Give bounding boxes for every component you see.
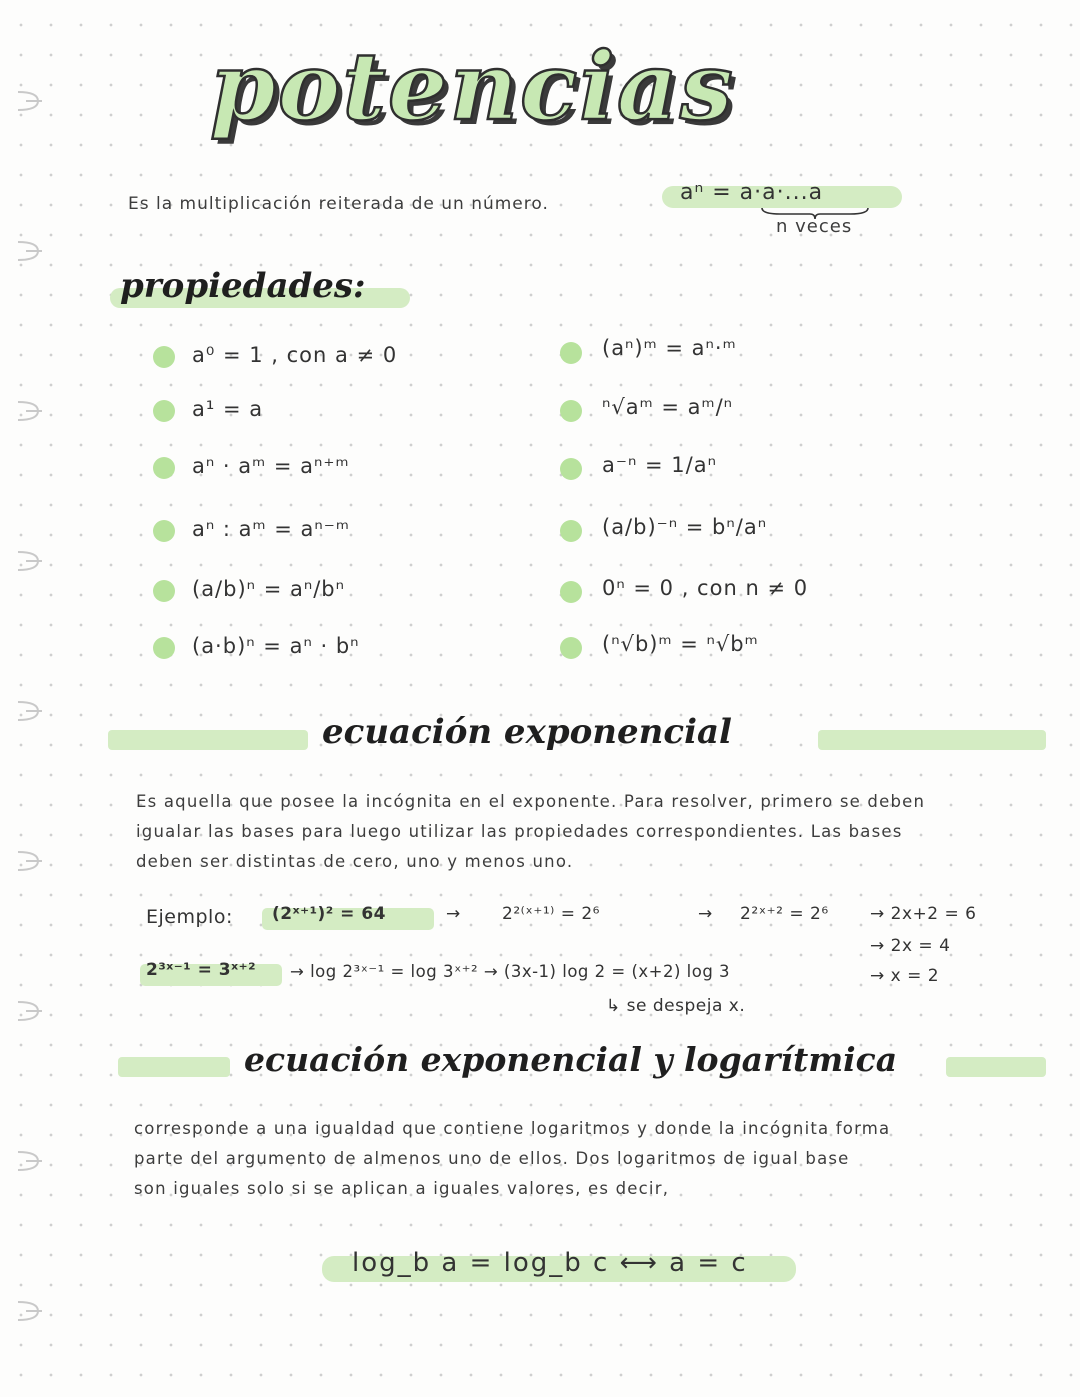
paragraph-line: son iguales solo si se aplican a iguales valores, es decir, [134, 1179, 670, 1198]
paragraph-line: Es aquella que posee la incógnita en el exponente. Para resolver, primero se deben [136, 792, 926, 811]
binder-ring-icon [14, 548, 44, 574]
property-one-exponent: a¹ = a [192, 397, 264, 421]
binder-ring-icon [14, 88, 44, 114]
example1-result: → x = 2 [870, 966, 940, 986]
bullet-dot [560, 458, 582, 480]
property-quotient-same-base: aⁿ : aᵐ = aⁿ⁻ᵐ [192, 517, 350, 541]
binder-ring-icon [14, 398, 44, 424]
paragraph-line: igualar las bases para luego utilizar las propiedades correspondientes. Las bases [136, 822, 903, 841]
example1-step: 2²⁽ˣ⁺¹⁾ = 2⁶ [502, 904, 600, 924]
section-heading-exponential: ecuación exponencial [322, 712, 732, 752]
example1-arrow: → [446, 904, 461, 924]
power-formula: aⁿ = a·a·...a [680, 180, 824, 205]
paragraph-line: corresponde a una igualdad que contiene logaritmos y donde la incógnita forma [134, 1119, 891, 1138]
bullet-dot [153, 520, 175, 542]
bullet-dot [153, 637, 175, 659]
property-negative-exponent-fraction: (a/b)⁻ⁿ = bⁿ/aⁿ [602, 515, 768, 539]
property-zero-exponent: a⁰ = 1 , con a ≠ 0 [192, 343, 398, 367]
property-zero-base: 0ⁿ = 0 , con n ≠ 0 [602, 576, 809, 600]
bullet-dot [560, 342, 582, 364]
heading-rule-left [108, 730, 308, 750]
property-product-same-base: aⁿ · aᵐ = aⁿ⁺ᵐ [192, 454, 350, 478]
page-title: potencias [210, 32, 735, 142]
example2-equation: 2³ˣ⁻¹ = 3ˣ⁺² [146, 960, 257, 980]
binder-ring-icon [14, 848, 44, 874]
property-root-to-power: (ⁿ√b)ᵐ = ⁿ√bᵐ [602, 632, 759, 656]
property-root-power: ⁿ√aᵐ = aᵐ/ⁿ [602, 395, 734, 419]
example1-step: → 2x = 4 [870, 936, 951, 956]
bullet-dot [153, 346, 175, 368]
example-label: Ejemplo: [146, 906, 233, 928]
paragraph-line: deben ser distintas de cero, uno y menos uno. [136, 852, 574, 871]
bullet-dot [153, 400, 175, 422]
binder-ring-icon [14, 698, 44, 724]
heading-rule-left [118, 1057, 230, 1077]
bullet-dot [560, 520, 582, 542]
example2-steps: → log 2³ˣ⁻¹ = log 3ˣ⁺² → (3x-1) log 2 = (x+2) log 3 [290, 962, 731, 981]
bullet-dot [560, 637, 582, 659]
property-negative-exponent: a⁻ⁿ = 1/aⁿ [602, 453, 717, 477]
bullet-dot [560, 400, 582, 422]
section-heading-log: ecuación exponencial y logarítmica [244, 1040, 898, 1079]
heading-rule-right [818, 730, 1046, 750]
properties-heading: propiedades: [120, 266, 366, 306]
binder-ring-icon [14, 238, 44, 264]
paragraph-line: parte del argumento de almenos uno de ellos. Dos logaritmos de igual base [134, 1149, 850, 1168]
definition-text: Es la multiplicación reiterada de un número. [128, 194, 549, 214]
binder-ring-icon [14, 998, 44, 1024]
binder-ring-icon [14, 1298, 44, 1324]
bullet-dot [153, 580, 175, 602]
binder-ring-icon [14, 1148, 44, 1174]
example1-arrow: → [698, 904, 713, 924]
bullet-dot [560, 581, 582, 603]
example1-step: → 2x+2 = 6 [870, 904, 977, 924]
formula-note: n veces [776, 216, 853, 237]
heading-rule-right [946, 1057, 1046, 1077]
property-power-of-product: (a·b)ⁿ = aⁿ · bⁿ [192, 634, 360, 658]
bullet-dot [153, 457, 175, 479]
property-power-of-power: (aⁿ)ᵐ = aⁿ·ᵐ [602, 336, 737, 360]
example2-note: ↳ se despeja x. [606, 996, 746, 1016]
example1-equation: (2ˣ⁺¹)² = 64 [272, 904, 386, 924]
example1-step: 2²ˣ⁺² = 2⁶ [740, 904, 829, 924]
log-equality-formula: log_b a = log_b c ⟷ a = c [352, 1248, 748, 1278]
property-power-of-quotient: (a/b)ⁿ = aⁿ/bⁿ [192, 577, 345, 601]
